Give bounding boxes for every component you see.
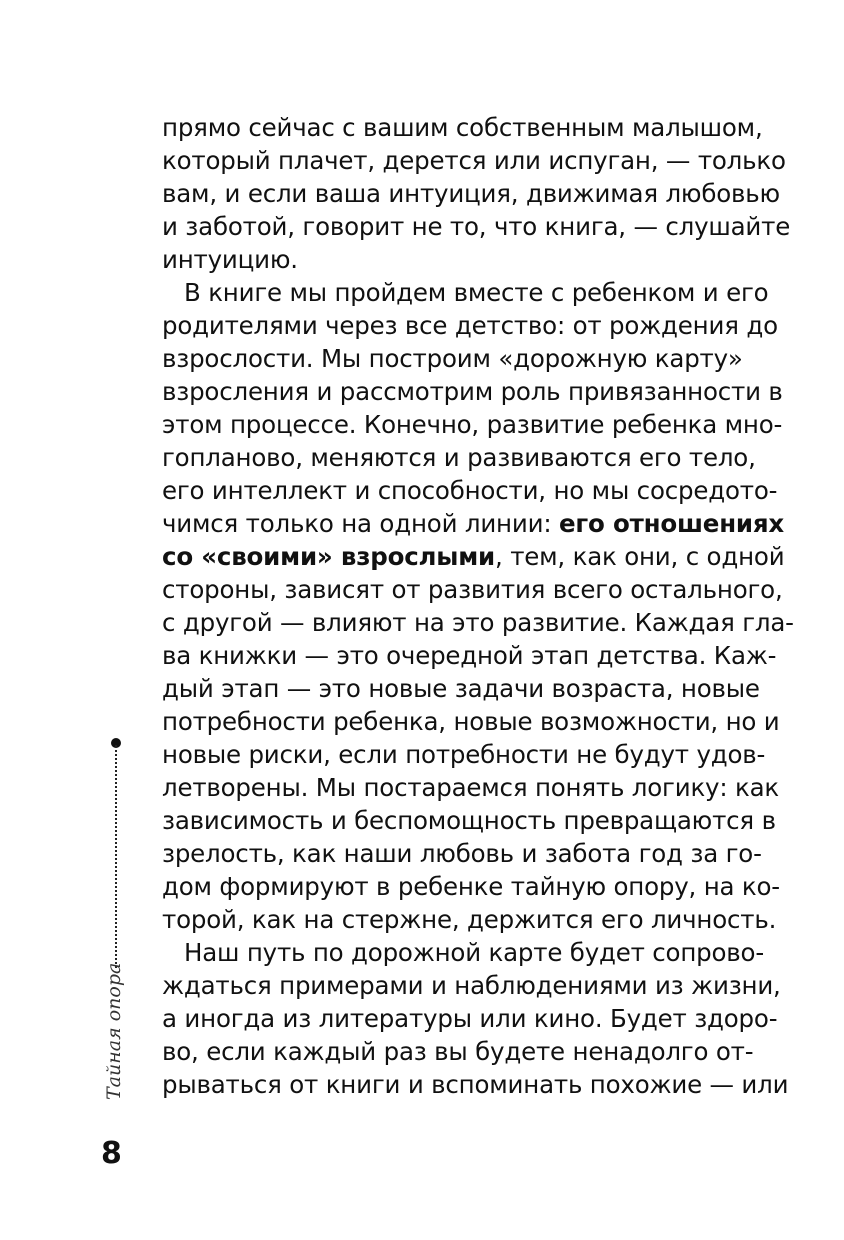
text-line: зависимость и беспомощность превращаются в xyxy=(162,806,776,835)
text-line: дом формируют в ребенке тайную опору, на ко- xyxy=(162,872,780,901)
text-line: взрослости. Мы построим «дорожную карту» xyxy=(162,344,743,373)
text-line: интуицию. xyxy=(162,245,298,274)
text-line: гопланово, меняются и развиваются его тело, xyxy=(162,443,756,472)
text-line: стороны, зависят от развития всего остального, xyxy=(162,575,783,604)
bold-phrase: со «своими» взрослыми xyxy=(162,542,496,571)
paragraph-1 xyxy=(162,111,791,276)
text-line: родителями через все детство: от рождения до xyxy=(162,311,778,340)
body-text xyxy=(162,111,794,1101)
margin-dotted-rule xyxy=(115,745,117,968)
paragraph-3 xyxy=(162,936,789,1101)
text-line: а иногда из литературы или кино. Будет здоро- xyxy=(162,1004,778,1033)
text-line: ва книжки — это очередной этап детства. Каж- xyxy=(162,641,777,670)
text-line: ждаться примерами и наблюдениями из жизни, xyxy=(162,971,781,1000)
text-line: и заботой, говорит не то, что книга, — слушайте xyxy=(162,212,791,241)
text-line: новые риски, если потребности не будут удов- xyxy=(162,740,766,769)
text-line: дый этап — это новые задачи возраста, новые xyxy=(162,674,760,703)
text-line: Наш путь по дорожной карте будет сопрово- xyxy=(184,938,764,967)
text-line: этом процессе. Конечно, развитие ребенка мно- xyxy=(162,410,783,439)
text-line: прямо сейчас с вашим собственным малышом, xyxy=(162,113,763,142)
text-line: летворены. Мы постараемся понять логику: как xyxy=(162,773,780,802)
text-line: торой, как на стержне, держится его личность. xyxy=(162,905,777,934)
text-line: В книге мы пройдем вместе с ребенком и его xyxy=(184,278,769,307)
text-line: вам, и если ваша интуиция, движимая любовью xyxy=(162,179,780,208)
text-line-mixed xyxy=(162,540,785,573)
running-title: Тайная опора xyxy=(103,962,125,1100)
text-line: зрелость, как наши любовь и забота год за го- xyxy=(162,839,762,868)
text-line: потребности ребенка, новые возможности, но и xyxy=(162,707,780,736)
paragraph-2 xyxy=(162,276,794,936)
page-number: 8 xyxy=(101,1136,122,1171)
text-line: с другой — влияют на это развитие. Каждая гла- xyxy=(162,608,794,637)
text-line: во, если каждый раз вы будете ненадолго от- xyxy=(162,1037,754,1066)
text-line: его интеллект и способности, но мы сосредото- xyxy=(162,476,778,505)
text-line-mixed xyxy=(162,507,785,540)
text-segment: чимся только на одной линии: xyxy=(162,509,552,538)
text-line: который плачет, дерется или испуган, — только xyxy=(162,146,786,175)
bold-phrase: его отношениях xyxy=(558,509,785,538)
text-segment: , тем, как они, с одной xyxy=(495,542,785,571)
text-line: взросления и рассмотрим роль привязанности в xyxy=(162,377,783,406)
text-line: рываться от книги и вспоминать похожие — или xyxy=(162,1070,789,1099)
